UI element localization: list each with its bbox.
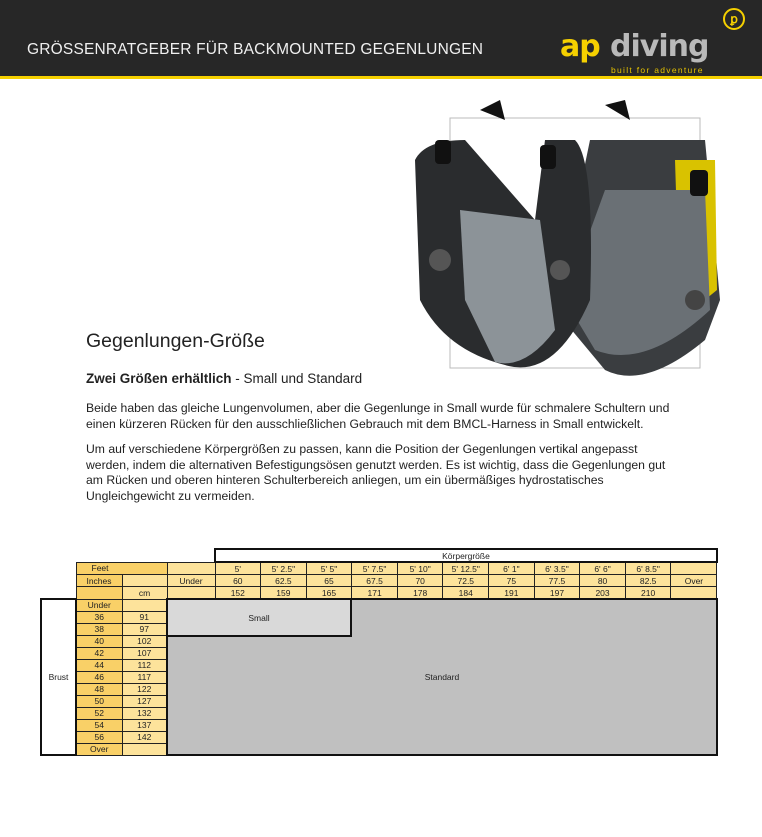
feet-cell: 5' bbox=[215, 562, 261, 575]
logo-ap: ap bbox=[560, 29, 600, 64]
chest-cm-cell: 142 bbox=[122, 731, 167, 743]
chest-inches-cell: 44 bbox=[76, 659, 122, 671]
paragraph-1: Beide haben das gleiche Lungenvolumen, aber die Gegenlunge in Small wurde für schmalere Schultern und einen kürzeren Rücken für den ausschließlichen Gebrauch mit dem BMCL-Harness in Small entwickelt. bbox=[86, 401, 670, 431]
chest-inches-cell: 46 bbox=[76, 671, 122, 683]
section-title: Gegenlungen-Größe bbox=[86, 330, 265, 352]
feet-cell: 5' 7.5" bbox=[352, 562, 398, 575]
inches-cell: 82.5 bbox=[625, 575, 671, 587]
chest-inches-cell: Over bbox=[76, 743, 122, 755]
logo-diving: diving bbox=[610, 29, 709, 64]
feet-cell: 5' 5" bbox=[306, 562, 352, 575]
cm-cell: 210 bbox=[625, 587, 671, 600]
chest-inches-cell: 48 bbox=[76, 683, 122, 695]
inches-cell: 72.5 bbox=[443, 575, 489, 587]
cm-cell: 191 bbox=[489, 587, 535, 600]
small-size-region bbox=[168, 600, 352, 637]
inches-cell: 62.5 bbox=[261, 575, 307, 587]
blank-cell bbox=[122, 575, 167, 587]
feet-row bbox=[41, 562, 717, 575]
chest-inches-cell: Under bbox=[76, 599, 122, 611]
inches-cell: 67.5 bbox=[352, 575, 398, 587]
inches-cell: 77.5 bbox=[534, 575, 580, 587]
cm-cell: 203 bbox=[580, 587, 626, 600]
standard-label: Standard bbox=[424, 672, 460, 682]
blank-cell bbox=[41, 562, 76, 575]
subtitle bbox=[86, 371, 671, 387]
cm-cell: 178 bbox=[397, 587, 443, 600]
blank-cell bbox=[167, 562, 215, 575]
blank-cell bbox=[671, 562, 717, 575]
chest-inches-cell: 42 bbox=[76, 647, 122, 659]
inches-cell: 80 bbox=[580, 575, 626, 587]
inches-row bbox=[41, 575, 717, 587]
cm-cell: 159 bbox=[261, 587, 307, 600]
chest-cm-cell bbox=[122, 743, 167, 755]
cm-cell: 184 bbox=[443, 587, 489, 600]
content-section bbox=[86, 330, 671, 505]
inches-label: Inches bbox=[76, 575, 122, 587]
inches-cell: Under bbox=[167, 575, 215, 587]
chest-inches-cell: 38 bbox=[76, 623, 122, 635]
inches-cell: Over bbox=[671, 575, 717, 587]
inches-cell: 65 bbox=[306, 575, 352, 587]
feet-cell: 6' 3.5" bbox=[534, 562, 580, 575]
chest-cm-cell: 132 bbox=[122, 707, 167, 719]
chest-inches-cell: 40 bbox=[76, 635, 122, 647]
chest-cm-cell: 127 bbox=[122, 695, 167, 707]
chest-cm-cell bbox=[122, 599, 167, 611]
feet-label: Feet bbox=[76, 562, 167, 575]
feet-cell: 6' 8.5" bbox=[625, 562, 671, 575]
feet-cell: 6' 1" bbox=[489, 562, 535, 575]
chest-inches-cell: 36 bbox=[76, 611, 122, 623]
ap-diving-logo bbox=[560, 8, 760, 76]
blank-cell bbox=[167, 587, 215, 600]
cm-row bbox=[41, 587, 717, 600]
height-header: Körpergröße bbox=[215, 549, 717, 562]
inches-cell: 60 bbox=[215, 575, 261, 587]
subtitle-bold: Zwei Größen erhältlich bbox=[86, 371, 232, 386]
blank-cell bbox=[76, 587, 122, 600]
chest-row bbox=[41, 599, 717, 611]
feet-cell: 5' 2.5" bbox=[261, 562, 307, 575]
blank-cell bbox=[41, 575, 76, 587]
page-title: GRÖSSENRATGEBER FÜR BACKMOUNTED GEGENLUNGEN bbox=[27, 41, 484, 58]
chest-cm-cell: 137 bbox=[122, 719, 167, 731]
chest-cm-cell: 97 bbox=[122, 623, 167, 635]
subtitle-rest: - Small und Standard bbox=[231, 371, 363, 386]
feet-cell: 5' 10" bbox=[397, 562, 443, 575]
inches-cell: 75 bbox=[489, 575, 535, 587]
chest-cm-cell: 102 bbox=[122, 635, 167, 647]
small-label: Small bbox=[248, 612, 270, 623]
size-area bbox=[167, 599, 717, 755]
chest-cm-cell: 117 bbox=[122, 671, 167, 683]
logo-tagline: built for adventure bbox=[611, 65, 704, 75]
cm-cell: 171 bbox=[352, 587, 398, 600]
chest-inches-cell: 56 bbox=[76, 731, 122, 743]
cm-label: cm bbox=[122, 587, 167, 600]
chest-cm-cell: 91 bbox=[122, 611, 167, 623]
ap-badge-icon: ꝑ bbox=[723, 8, 745, 30]
cm-cell: 165 bbox=[306, 587, 352, 600]
height-header-row bbox=[41, 549, 717, 562]
blank-cell bbox=[41, 587, 76, 600]
feet-cell: 6' 6" bbox=[580, 562, 626, 575]
feet-cell: 5' 12.5" bbox=[443, 562, 489, 575]
cm-cell: 152 bbox=[215, 587, 261, 600]
chest-inches-cell: 54 bbox=[76, 719, 122, 731]
chest-cm-cell: 122 bbox=[122, 683, 167, 695]
header bbox=[0, 0, 762, 79]
chest-inches-cell: 50 bbox=[76, 695, 122, 707]
chest-label: Brust bbox=[41, 599, 76, 755]
cm-cell: 197 bbox=[534, 587, 580, 600]
inches-cell: 70 bbox=[397, 575, 443, 587]
chest-cm-cell: 107 bbox=[122, 647, 167, 659]
chest-cm-cell: 112 bbox=[122, 659, 167, 671]
chest-inches-cell: 52 bbox=[76, 707, 122, 719]
size-chart-table bbox=[40, 548, 718, 756]
blank-cell bbox=[671, 587, 717, 600]
paragraph-2: Um auf verschiedene Körpergrößen zu passen, kann die Position der Gegenlungen vertikal angepasst werden, indem die alternativen Befestigungsösen genutzt werden. Es ist wichtig, dass die Gegenlungen gut am Rücken und oberen hinteren Schulterbereich anliegen, um ein übermäßiges hydrostatisches Ungleichgewicht zu vermeiden. bbox=[86, 442, 666, 503]
blank-cell bbox=[41, 549, 215, 562]
